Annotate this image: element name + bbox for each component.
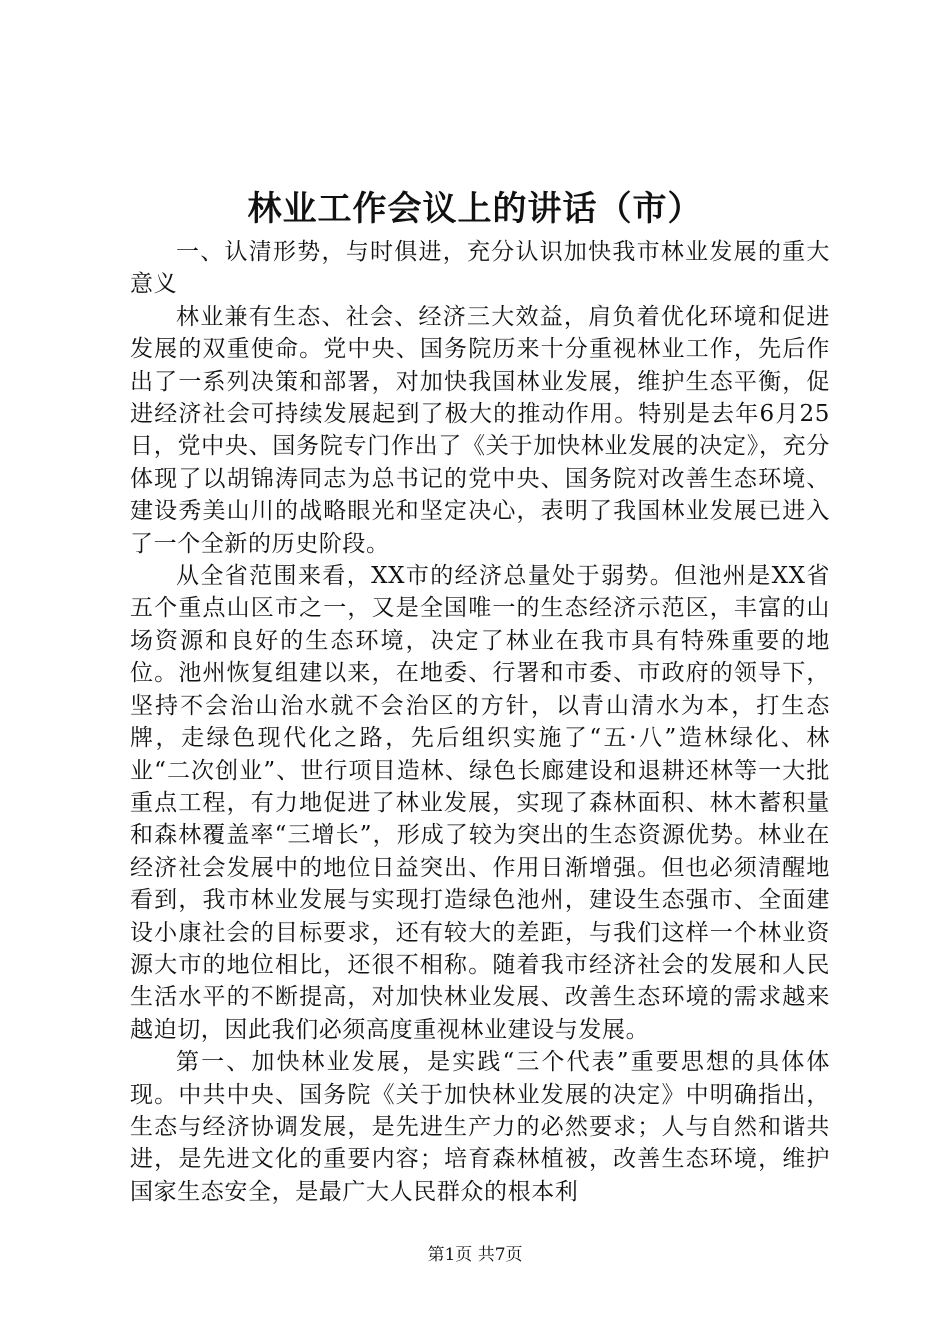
body-paragraph: 第一、加快林业发展，是实践“三个代表”重要思想的具体体现。中共中央、国务院《关于加快林业发展的决定》中明确指出，生态与经济协调发展，是先进生产力的必然要求；人与自然和谐共进，是先进文化的重要内容；培育森林植被，改善生态环境，维护国家生态安全，是最广大人民群众的根本利 xyxy=(130,1049,830,1205)
document-body xyxy=(130,236,830,1208)
body-paragraph: 林业兼有生态、社会、经济三大效益，肩负着优化环境和促进发展的双重使命。党中央、国务院历来十分重视林业工作，先后作出了一系列决策和部署，对加快我国林业发展，维护生态平衡，促进经济社会可持续发展起到了极大的推动作用。特别是去年6月25日，党中央、国务院专门作出了《关于加快林业发展的决定》，充分体现了以胡锦涛同志为总书记的党中央、国务院对改善生态环境、建设秀美山川的战略眼光和坚定决心，表明了我国林业发展已进入了一个全新的历史阶段。 xyxy=(130,303,830,557)
body-paragraph: 从全省范围来看，XX市的经济总量处于弱势。但池州是XX省五个重点山区市之一，又是全国唯一的生态经济示范区，丰富的山场资源和良好的生态环境，决定了林业在我市具有特殊重要的地位。池州恢复组建以来，在地委、行署和市委、市政府的领导下，坚持不会治山治水就不会治区的方针，以青山清水为本，打生态牌，走绿色现代化之路，先后组织实施了“五·八”造林绿化、林业“二次创业”、世行项目造林、绿色长廊建设和退耕还林等一大批重点工程，有力地促进了林业发展，实现了森林面积、林木蓄积量和森林覆盖率“三增长”，形成了较为突出的生态资源优势。林业在经济社会发展中的地位日益突出、作用日渐增强。但也必须清醒地看到，我市林业发展与实现打造绿色池州，建设生态强市、全面建设小康社会的目标要求，还有较大的差距，与我们这样一个林业资源大市的地位相比，还很不相称。随着我市经济社会的发展和人民生活水平的不断提高，对加快林业发展、改善生态环境的需求越来越迫切，因此我们必须高度重视林业建设与发展。 xyxy=(130,563,830,1043)
section-heading-paragraph: 一、认清形势，与时俱进，充分认识加快我市林业发展的重大意义 xyxy=(130,239,830,298)
document-title: 林业工作会议上的讲话（市） xyxy=(247,189,703,229)
page-number-footer: 第1页 共7页 xyxy=(427,1245,523,1265)
